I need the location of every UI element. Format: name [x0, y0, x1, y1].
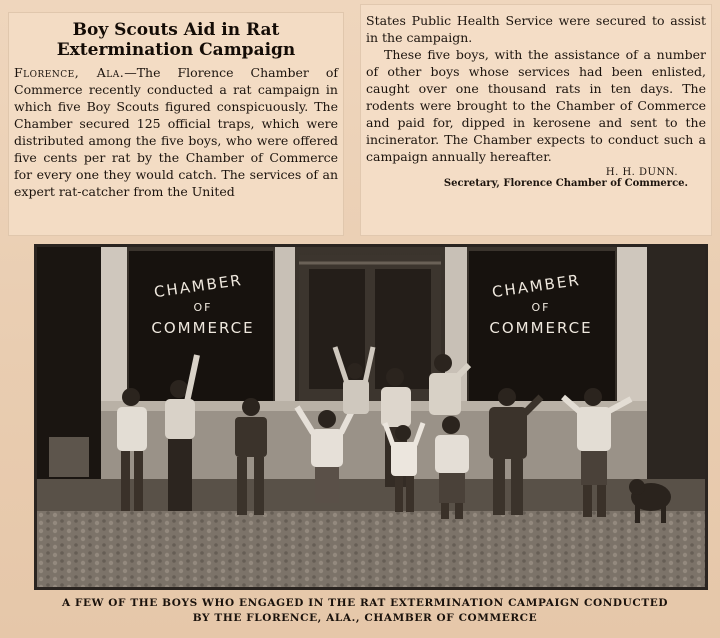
- window-left-line-3: COMMERCE: [151, 319, 255, 337]
- article-right-column: [360, 4, 712, 236]
- window-right-line-2: OF: [531, 301, 551, 314]
- signature-name: H. H. DUNN.: [605, 167, 678, 178]
- cobblestone-street: [37, 509, 705, 587]
- article-paragraph-1: [14, 64, 338, 200]
- window-left-line-2: OF: [193, 301, 213, 314]
- window-left-line-1: CHAMBER: [152, 270, 244, 302]
- window-right-line-1: CHAMBER: [490, 270, 582, 302]
- steps: [49, 437, 89, 477]
- article-paragraph-2: These five boys, with the assistance of a number of other boys whose services had been enlisted, caught over one thousand rats in ten days. The rodents were brought to the Chamber of Commerce and paid for, dipped in kerosene and sent to the incinerator. The Chamber expects to conduct such a campaign annually hereafter.: [366, 47, 706, 164]
- photograph: [34, 244, 708, 590]
- article-headline: Boy Scouts Aid in Rat Extermination Campaign: [56, 20, 296, 60]
- signature-title: Secretary, Florence Chamber of Commerce.: [443, 178, 688, 189]
- caption-line-1: A FEW OF THE BOYS WHO ENGAGED IN THE RAT EXTERMINATION CAMPAIGN CONDUCTED: [61, 597, 669, 609]
- article-paragraph-1-part-b: States Public Health Service were secured to assist in the campaign.: [366, 13, 706, 45]
- window-right-line-3: COMMERCE: [489, 319, 593, 337]
- photo-scene: [37, 247, 705, 587]
- article-dateline: Florence, Ala.: [14, 65, 125, 80]
- article-left-column: [8, 12, 344, 236]
- door-panel-right: [375, 269, 431, 389]
- caption-line-2: BY THE FLORENCE, ALA., CHAMBER OF COMMERCE: [192, 612, 538, 624]
- photo-caption: [20, 596, 710, 626]
- article-paragraph-1-part-a: —The Florence Chamber of Commerce recently conducted a rat campaign in which five Boy Scouts figured conspicuously. The Chamber secured 125 official traps, which were distributed among the five boys, who were offered five cents per rat by the Chamber of Commerce for every one they would catch. The services of an expert rat-catcher from the United: [14, 65, 338, 199]
